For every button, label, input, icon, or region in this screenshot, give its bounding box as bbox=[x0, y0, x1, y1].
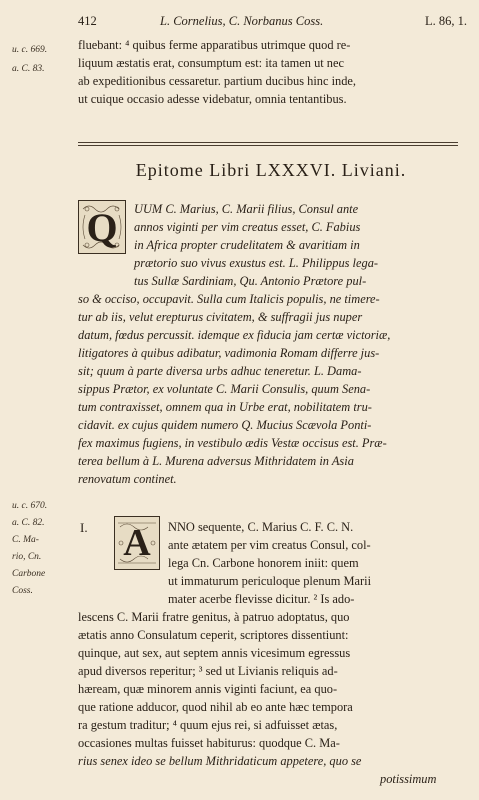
text-line: liquum æstatis erat, consumptum est: ita tamen ut nec bbox=[78, 56, 345, 70]
text-line: terea bellum à L. Murena adversus Mithridatem in Asia bbox=[78, 454, 354, 468]
text-line: sippus Prætor, ex voluntate C. Marii Consulis, quum Sena- bbox=[78, 382, 371, 396]
text-line: renovatum continet. bbox=[78, 472, 177, 486]
text-line: UUM C. Marius, C. Marii filius, Consul ante bbox=[134, 202, 359, 216]
divider-rule bbox=[78, 142, 458, 143]
text-line: fluebant: ⁴ quibus ferme apparatibus utrimque quod re- bbox=[78, 38, 351, 52]
text-line: mater acerbe flevisse dicitur. ² Is ado- bbox=[168, 592, 355, 606]
text-line: sit; quum à parte diversa urbs adhuc teneretur. L. Dama- bbox=[78, 364, 362, 378]
text-line: ut immaturum periculoque plenum Marii bbox=[168, 574, 372, 588]
page-number: 412 bbox=[78, 14, 97, 28]
text-line: annos viginti per vim creatus esset, C. Fabius bbox=[134, 220, 361, 234]
margin-note-bottom bbox=[12, 500, 47, 598]
running-header bbox=[0, 14, 479, 36]
text-line: tur ab iis, velut erepturus civitatem, & suffragii jus nuper bbox=[78, 310, 363, 324]
text-line: in Africa propter crudelitatem & avaritiam in bbox=[134, 238, 360, 252]
margin-line: u. c. 669. bbox=[12, 45, 48, 55]
text-line: litigatores à quibus adibatur, vadimonia Romam differre jus- bbox=[78, 346, 380, 360]
epitome-title: Epitome Libri LXXXVI. Liviani. bbox=[135, 160, 407, 180]
text-line: cidavit. ex cujus quidem numero Q. Mucius Scævola Ponti- bbox=[78, 418, 372, 432]
catchword: potissimum bbox=[380, 772, 437, 786]
text-line: quinque, aut sex, aut septem annis vicesimum egressus bbox=[78, 646, 351, 660]
text-line: ab expeditionibus cessaretur. partium ducibus hinc inde, bbox=[78, 74, 357, 88]
margin-note-top bbox=[12, 44, 47, 76]
header-year: L. 86, 1. bbox=[424, 14, 467, 28]
margin-line: Coss. bbox=[12, 586, 33, 596]
text-line: ætatis anno Consulatum ceperit, scriptores dissentiunt: bbox=[78, 628, 349, 642]
text-line: ante ætatem per vim creatus Consul, col- bbox=[168, 538, 371, 552]
text-line: so & occiso, occupavit. Sulla cum Italicis populis, ne timere- bbox=[78, 292, 380, 306]
initial-letter: A bbox=[123, 522, 151, 564]
text-line: occasiones multas fuisset habiturus: quodque C. Ma- bbox=[78, 736, 340, 750]
text-line: rius senex ideo se bellum Mithridaticum appetere, quo se bbox=[78, 754, 362, 768]
margin-line: Carbone bbox=[12, 569, 46, 579]
initial-letter: Q bbox=[86, 204, 118, 250]
text-line: lescens C. Marii fratre genitus, à patruo adoptatus, quo bbox=[78, 610, 350, 624]
ornamental-initial-a bbox=[114, 516, 160, 570]
margin-line: rio, Cn. bbox=[12, 552, 42, 562]
margin-line: u. c. 670. bbox=[12, 501, 48, 511]
running-title: L. Cornelius, C. Norbanus Coss. bbox=[160, 14, 324, 28]
text-line: prætorio suo vivus exustus est. L. Philippus lega- bbox=[134, 256, 379, 270]
text-line: tum contraxisset, omnem qua in Urbe erat, nobilitatem tru- bbox=[78, 400, 372, 414]
margin-line: a. C. 82. bbox=[12, 518, 45, 528]
margin-line: a. C. 83. bbox=[12, 64, 45, 74]
text-line: ut cuique occasio adesse videbatur, omnia tentantibus. bbox=[78, 92, 347, 106]
ornamental-initial-q bbox=[78, 200, 126, 254]
section-number: I. bbox=[80, 520, 88, 535]
divider-rule bbox=[78, 145, 458, 146]
text-line: datum, fœdus percussit. idemque ex fiducia jam certæ victoriæ, bbox=[78, 328, 391, 342]
text-line: tus Sullæ Sardiniam, Qu. Antonio Prætore pul- bbox=[134, 274, 367, 288]
text-line: fex maximus fugiens, in vestibulo ædis Vestæ occisus est. Præ- bbox=[78, 436, 387, 450]
text-line: ra gestum traditur; ⁴ quum ejus rei, si adfuisset ætas, bbox=[78, 718, 338, 732]
text-line: lega Cn. Carbone honorem iniit: quem bbox=[168, 556, 359, 570]
text-line: NNO sequente, C. Marius C. F. C. N. bbox=[168, 520, 354, 534]
text-line: que ratione adducor, quod nihil ab eo ante hæc tempora bbox=[78, 700, 353, 714]
text-line: hæream, quæ minorem annis viginti faciunt, ea quo- bbox=[78, 682, 338, 696]
margin-line: C. Ma- bbox=[12, 535, 39, 545]
text-line: apud diversos reperitur; ³ sed ut Livianis reliquis ad- bbox=[78, 664, 338, 678]
